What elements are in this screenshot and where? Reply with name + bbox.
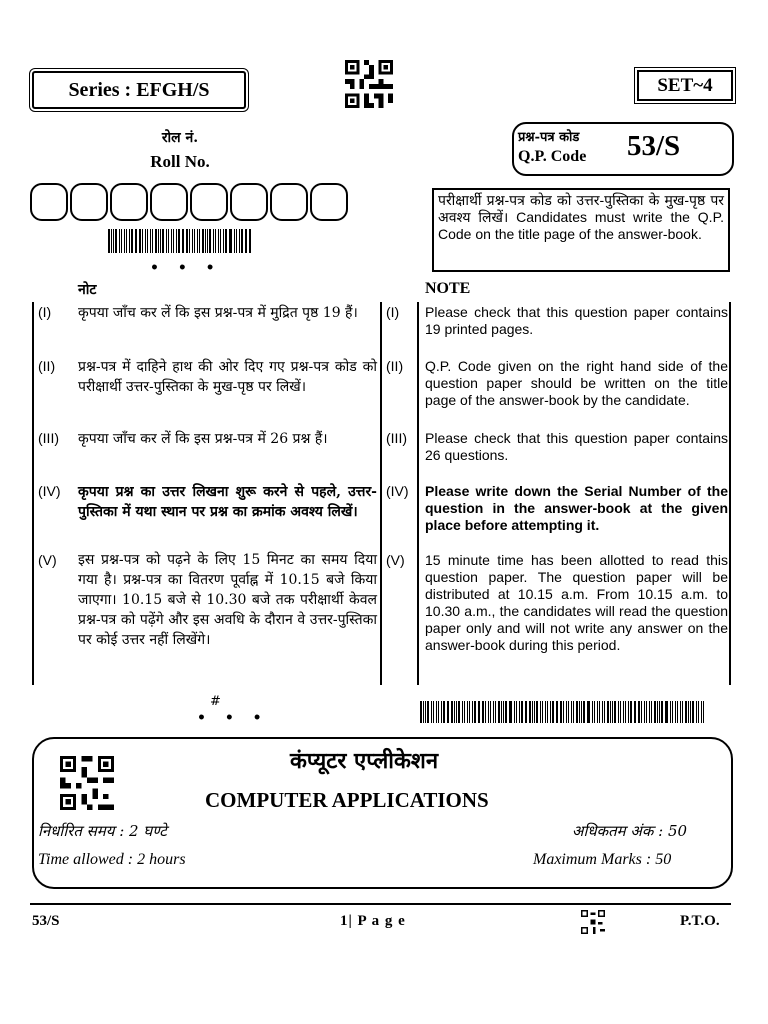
- footer-divider: [30, 903, 731, 905]
- barcode-bar: [623, 701, 625, 723]
- barcode-bar: [641, 701, 642, 723]
- barcode-bar: [462, 701, 463, 723]
- roll-number-cell[interactable]: [110, 183, 148, 221]
- barcode-bar: [612, 701, 613, 723]
- barcode-bar: [649, 701, 650, 723]
- barcode-bar: [703, 701, 704, 723]
- barcode-bar: [431, 701, 432, 723]
- note-text-hindi: प्रश्न-पत्र में दाहिने हाथ की ओर दिए गए प्रश्न-पत्र कोड को परीक्षार्थी उत्तर-पुस्तिका के मुख-पृष्ठ पर लिखें।: [78, 359, 377, 395]
- barcode-bar: [142, 229, 143, 253]
- barcode-bar: [186, 229, 188, 253]
- dots-top: • • •: [150, 260, 222, 276]
- barcode-bar: [677, 701, 679, 723]
- note-text-hindi: कृपया प्रश्न का उत्तर लिखना शुरू करने से पहले, उत्तर-पुस्तिका में यथा स्थान पर प्रश्न का क्रमांक अवश्य लिखें।: [78, 484, 377, 520]
- barcode-bar: [657, 701, 658, 723]
- barcode-bar: [178, 229, 180, 253]
- barcode-bar: [661, 701, 663, 723]
- barcode-bar: [587, 701, 588, 723]
- barcode-bar: [155, 229, 157, 253]
- barcode-bar: [121, 229, 122, 253]
- barcode-bar: [147, 229, 149, 253]
- barcode-bar: [644, 701, 645, 723]
- barcode-bar: [514, 701, 516, 723]
- barcode-bar: [478, 701, 479, 723]
- barcode-bar: [540, 701, 541, 723]
- barcode-bar: [545, 701, 547, 723]
- barcode-bar: [526, 701, 527, 723]
- barcode-bar: [646, 701, 648, 723]
- barcode-bar: [241, 229, 243, 253]
- note-number: (II): [386, 358, 404, 374]
- barcode-bar: [135, 229, 136, 253]
- barcode-bar: [192, 229, 193, 253]
- barcode-bar: [223, 229, 224, 253]
- barcode-bar: [474, 701, 476, 723]
- barcode-bar: [680, 701, 681, 723]
- max-marks: Maximum Marks : 50: [533, 851, 672, 868]
- qr-code-subject: [58, 756, 116, 810]
- barcode-bar: [202, 229, 204, 253]
- barcode-bar: [690, 701, 691, 723]
- barcode-bar: [166, 229, 167, 253]
- note-number: (I): [386, 304, 400, 320]
- footer-pto: P.T.O.: [680, 913, 720, 929]
- roll-number-cell[interactable]: [30, 183, 68, 221]
- note-text-hindi: इस प्रश्न-पत्र को पढ़ने के लिए 15 मिनट का समय दिया गया है। प्रश्न-पत्र का वितरण पूर्वाह्न में 10.15 बजे किया जाएगा। 10.15 बजे से 10.30 बजे तक परीक्षार्थी केवल प्रश्न-पत्र को पढ़ेंगे और इस अवधि के दौरान वे उत्तर-पुस्तिका पर कोई उत्तर नहीं लिखेंगे।: [78, 552, 377, 648]
- hash-mark: #: [210, 694, 221, 709]
- barcode-bar: [220, 229, 221, 253]
- barcode-bar: [229, 229, 230, 253]
- barcode-bar: [423, 701, 424, 723]
- set-label: SET~4: [637, 70, 733, 101]
- qr-code-footer: [580, 910, 606, 934]
- note-number-hindi: (I): [38, 304, 52, 320]
- barcode-bar: [482, 701, 484, 723]
- barcode-bar: [560, 701, 562, 723]
- note-text: Please write down the Serial Number of the question in the answer-book at the given place before attempting it.: [425, 483, 728, 533]
- note-number: (III): [386, 430, 407, 446]
- barcode-bar: [618, 701, 619, 723]
- divider-center-left: [380, 302, 382, 685]
- barcode-bar: [604, 701, 605, 723]
- series-label: Series : EFGH/S: [32, 71, 246, 109]
- qp-code-label: Q.P. Code: [518, 148, 587, 165]
- barcode-bar: [472, 701, 473, 723]
- barcode-bar: [425, 701, 426, 723]
- barcode-bar: [246, 229, 247, 253]
- note-number-hindi: (II): [38, 358, 56, 374]
- note-number: (V): [386, 552, 405, 568]
- max-marks-hindi: अधिकतम अंक : 50: [572, 822, 688, 840]
- barcode-bar: [436, 701, 438, 723]
- barcode-bar: [245, 229, 246, 253]
- barcode-bar: [213, 229, 214, 253]
- barcode-bar: [583, 701, 585, 723]
- barcode-bar: [488, 701, 489, 723]
- roll-number-cell[interactable]: [230, 183, 268, 221]
- roll-number-cell[interactable]: [270, 183, 308, 221]
- barcode-bar: [438, 701, 439, 723]
- barcode-bar: [634, 701, 635, 723]
- note-number-hindi: (V): [38, 552, 57, 568]
- barcode-bar: [234, 229, 236, 253]
- barcode-bar: [501, 701, 502, 723]
- barcode-bar: [552, 701, 554, 723]
- barcode-bar: [467, 701, 469, 723]
- barcode-bar: [579, 701, 580, 723]
- barcode-bar: [672, 701, 673, 723]
- barcode-bar: [665, 701, 666, 723]
- footer-page-number: 1| P a g e: [340, 913, 406, 929]
- barcode-bar: [692, 701, 694, 723]
- barcode-bar: [607, 701, 609, 723]
- barcode-bar: [698, 701, 699, 723]
- barcode-bar: [532, 701, 533, 723]
- barcode-bar: [454, 701, 455, 723]
- note-text-hindi: कृपया जाँच कर लें कि इस प्रश्न-पत्र में मुद्रित पृष्ठ 19 हैं।: [78, 305, 358, 321]
- barcode-bar: [592, 701, 594, 723]
- roll-number-cell[interactable]: [150, 183, 188, 221]
- barcode-bar: [443, 701, 445, 723]
- barcode-bar: [529, 701, 531, 723]
- barcode-bar: [469, 701, 470, 723]
- note-number: (IV): [386, 483, 409, 499]
- barcode-bar: [495, 701, 496, 723]
- barcode-roll: [108, 229, 252, 253]
- barcode-bar: [534, 701, 535, 723]
- footer-qp-code: 53/S: [32, 913, 60, 929]
- qp-code-value: 53/S: [627, 130, 681, 162]
- barcode-bar: [566, 701, 567, 723]
- barcode-bar: [464, 701, 465, 723]
- barcode-bar: [150, 229, 151, 253]
- barcode-bar: [209, 229, 211, 253]
- roll-number-label: Roll No.: [150, 152, 210, 171]
- subject-title-hindi: कंप्यूटर एप्लीकेशन: [290, 748, 439, 774]
- barcode-bar: [588, 701, 589, 723]
- note-number-hindi: (III): [38, 430, 59, 446]
- barcode-bar: [183, 229, 184, 253]
- barcode-bar: [420, 701, 422, 723]
- barcode-bar: [682, 701, 683, 723]
- roll-number-label-hindi: रोल नं.: [161, 130, 199, 146]
- barcode-bar: [685, 701, 687, 723]
- barcode-bar: [620, 701, 621, 723]
- barcode-bar: [119, 229, 120, 253]
- barcode-bar: [113, 229, 114, 253]
- barcode-bar: [126, 229, 127, 253]
- barcode-bar: [688, 701, 689, 723]
- barcode-bar: [599, 701, 601, 723]
- barcode-bar: [490, 701, 492, 723]
- time-allowed-hindi: निर्धारित समय : 2 घण्टे: [38, 822, 167, 840]
- time-allowed: Time allowed : 2 hours: [38, 851, 186, 868]
- roll-number-cell[interactable]: [70, 183, 108, 221]
- barcode-bar: [152, 229, 153, 253]
- barcode-bar: [573, 701, 574, 723]
- barcode-bar: [145, 229, 146, 253]
- note-text: Please check that this question paper contains 26 questions.: [425, 430, 728, 463]
- dots-bottom: • • •: [197, 710, 269, 726]
- barcode-bar: [581, 701, 582, 723]
- barcode-bar: [557, 701, 558, 723]
- note-heading: NOTE: [425, 280, 471, 297]
- barcode-bar: [670, 701, 672, 723]
- barcode-bar: [236, 229, 237, 253]
- barcode-bar: [458, 701, 460, 723]
- roll-number-cell[interactable]: [310, 183, 348, 221]
- barcode-bar: [576, 701, 578, 723]
- barcode-bar: [433, 701, 434, 723]
- barcode-bar: [509, 701, 510, 723]
- barcode-bottom: [420, 701, 706, 723]
- barcode-bar: [701, 701, 703, 723]
- barcode-bar: [654, 701, 656, 723]
- roll-number-cell[interactable]: [190, 183, 228, 221]
- qr-code-top: [344, 60, 394, 108]
- barcode-bar: [205, 229, 206, 253]
- barcode-bar: [160, 229, 161, 253]
- barcode-bar: [168, 229, 169, 253]
- barcode-bar: [448, 701, 449, 723]
- barcode-bar: [136, 229, 137, 253]
- barcode-bar: [197, 229, 198, 253]
- barcode-bar: [638, 701, 640, 723]
- candidate-notice: परीक्षार्थी प्रश्न-पत्र कोड को उत्तर-पुस्तिका के मुख-पृष्ठ पर अवश्य लिखें। Candidates must write the Q.P. Code on the title page of the answer-book.: [432, 188, 730, 272]
- barcode-bar: [521, 701, 523, 723]
- note-number-hindi: (IV): [38, 483, 61, 499]
- barcode-bar: [182, 229, 183, 253]
- barcode-bar: [115, 229, 117, 253]
- barcode-bar: [625, 701, 626, 723]
- barcode-bar: [602, 701, 603, 723]
- barcode-bar: [131, 229, 133, 253]
- barcode-bar: [479, 701, 480, 723]
- divider-center-right: [417, 302, 419, 685]
- barcode-bar: [225, 229, 227, 253]
- barcode-bar: [630, 701, 632, 723]
- barcode-bar: [510, 701, 511, 723]
- divider-left: [32, 302, 34, 685]
- barcode-bar: [635, 701, 636, 723]
- note-text: 15 minute time has been allotted to read this question paper. The question paper will be distributed at 10.15 a.m. From 10.15 a.m. to 10.30 a.m., the candidates will read the question paper only and will not write any answer on the answer-book during this period.: [425, 552, 728, 653]
- barcode-bar: [427, 701, 429, 723]
- barcode-bar: [594, 701, 595, 723]
- barcode-bar: [207, 229, 208, 253]
- barcode-bar: [215, 229, 216, 253]
- barcode-bar: [485, 701, 486, 723]
- barcode-bar: [542, 701, 543, 723]
- barcode-bar: [597, 701, 598, 723]
- barcode-bar: [158, 229, 159, 253]
- barcode-bar: [519, 701, 520, 723]
- barcode-bar: [108, 229, 110, 253]
- barcode-bar: [199, 229, 200, 253]
- barcode-bar: [139, 229, 141, 253]
- barcode-bar: [239, 229, 240, 253]
- barcode-bar: [568, 701, 570, 723]
- barcode-bar: [571, 701, 572, 723]
- barcode-bar: [447, 701, 448, 723]
- barcode-bar: [563, 701, 564, 723]
- barcode-bar: [525, 701, 526, 723]
- barcode-bar: [498, 701, 500, 723]
- barcode-bar: [173, 229, 174, 253]
- barcode-bar: [659, 701, 660, 723]
- note-text: Q.P. Code given on the right hand side of the question paper should be written on the title page of the answer-book by the candidate.: [425, 358, 728, 408]
- barcode-bar: [503, 701, 504, 723]
- barcode-bar: [249, 229, 251, 253]
- barcode-bar: [550, 701, 551, 723]
- barcode-bar: [536, 701, 538, 723]
- barcode-bar: [610, 701, 611, 723]
- barcode-bar: [614, 701, 616, 723]
- subject-title: COMPUTER APPLICATIONS: [205, 788, 489, 812]
- divider-right: [729, 302, 731, 685]
- barcode-bar: [505, 701, 507, 723]
- barcode-bar: [194, 229, 196, 253]
- qp-code-label-hindi: प्रश्न-पत्र कोड: [518, 130, 580, 145]
- barcode-bar: [556, 701, 557, 723]
- barcode-bar: [493, 701, 494, 723]
- barcode-bar: [628, 701, 629, 723]
- barcode-bar: [189, 229, 190, 253]
- barcode-bar: [111, 229, 112, 253]
- note-text-hindi: कृपया जाँच कर लें कि इस प्रश्न-पत्र में 26 प्रश्न हैं।: [78, 431, 328, 447]
- barcode-bar: [176, 229, 177, 253]
- barcode-bar: [129, 229, 130, 253]
- barcode-bar: [162, 229, 164, 253]
- barcode-bar: [666, 701, 667, 723]
- barcode-bar: [218, 229, 220, 253]
- barcode-bar: [451, 701, 453, 723]
- roll-number-boxes[interactable]: [30, 183, 350, 221]
- barcode-bar: [516, 701, 517, 723]
- note-text: Please check that this question paper contains 19 printed pages.: [425, 304, 728, 337]
- barcode-bar: [456, 701, 457, 723]
- barcode-bar: [124, 229, 126, 253]
- barcode-bar: [696, 701, 697, 723]
- barcode-bar: [230, 229, 231, 253]
- barcode-bar: [675, 701, 676, 723]
- barcode-bar: [547, 701, 548, 723]
- barcode-bar: [651, 701, 652, 723]
- note-heading-hindi: नोट: [78, 282, 97, 298]
- barcode-bar: [441, 701, 442, 723]
- barcode-bar: [171, 229, 173, 253]
